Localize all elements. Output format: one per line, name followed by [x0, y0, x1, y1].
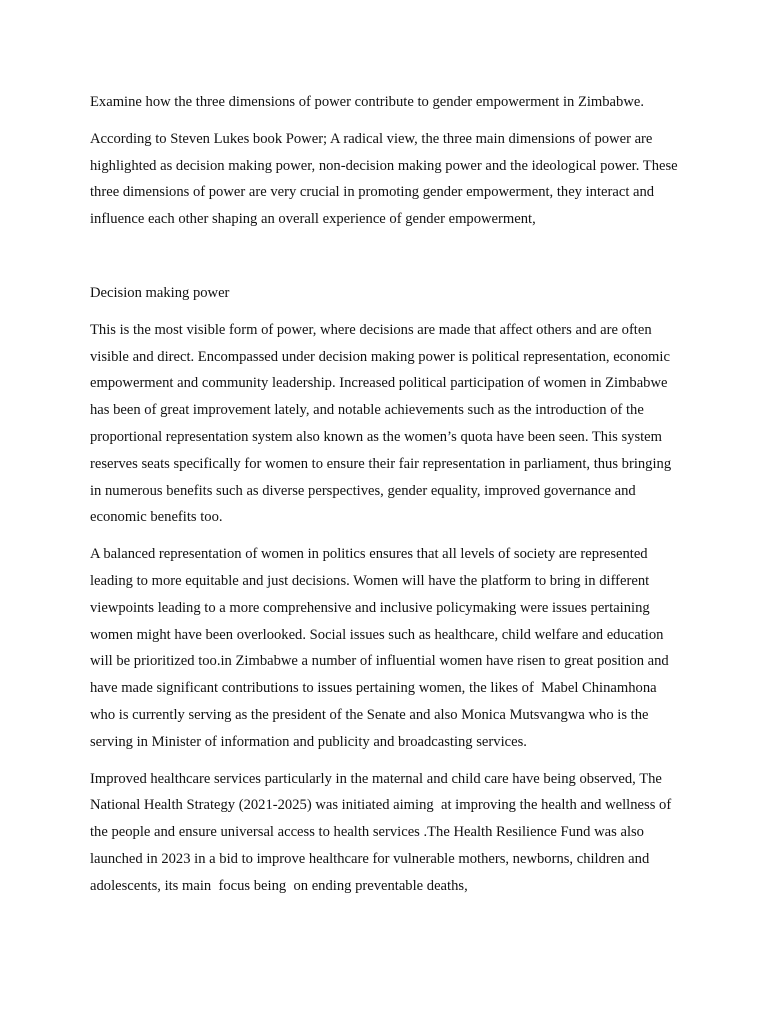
section-heading: Decision making power [90, 284, 230, 301]
body-paragraph-1: This is the most visible form of power, where decisions are made that affect others and are often visible and direct. Encompassed under decision making power is political representation, economic empowerment and community leadership. Increased political participation of women in Zimbabwe has been of great improvement lately, and notable achievements such as the introduction of the proportional representation system also known as the women’s quota have been seen. This system reserves seats specifically for women to ensure their fair representation in parliament, thus bringing in numerous benefits such as diverse perspectives, gender equality, improved governance and economic benefits too. [90, 321, 675, 526]
body-paragraph-2: A balanced representation of women in politics ensures that all levels of society are represented leading to more equitable and just decisions. Women will have the platform to bring in different viewpoints leading to a more comprehensive and inclusive policymaking were issues pertaining women might have been overlooked. Social issues such as healthcare, child welfare and education will be prioritized too.in Zimbabwe a number of influential women have risen to great position and have made significant contributions to issues pertaining women, the likes of Mabel Chinamhona who is currently serving as the president of the Senate and also Monica Mutsvangwa who is the serving in Minister of information and publicity and broadcasting services. [90, 546, 673, 750]
document-body [90, 89, 680, 910]
body-paragraph-3: Improved healthcare services particularly in the maternal and child care have being observed, The National Health Strategy (2021-2025) was initiated aiming at improving the health and wellness of the people and ensure universal access to health services .The Health Resilience Fund was also launched in 2023 in a bid to improve healthcare for vulnerable mothers, newborns, children and adolescents, its main focus being on ending preventable deaths, [90, 770, 675, 894]
essay-question: Examine how the three dimensions of power contribute to gender empowerment in Zimbabwe. [90, 94, 644, 110]
intro-paragraph: According to Steven Lukes book Power; A radical view, the three main dimensions of power are highlighted as decision making power, non-decision making power and the ideological power. These three dimensions of power are very crucial in promoting gender empowerment, they interact and influence each other shaping an overall experience of gender empowerment, [90, 130, 682, 228]
blank-line [90, 243, 680, 280]
